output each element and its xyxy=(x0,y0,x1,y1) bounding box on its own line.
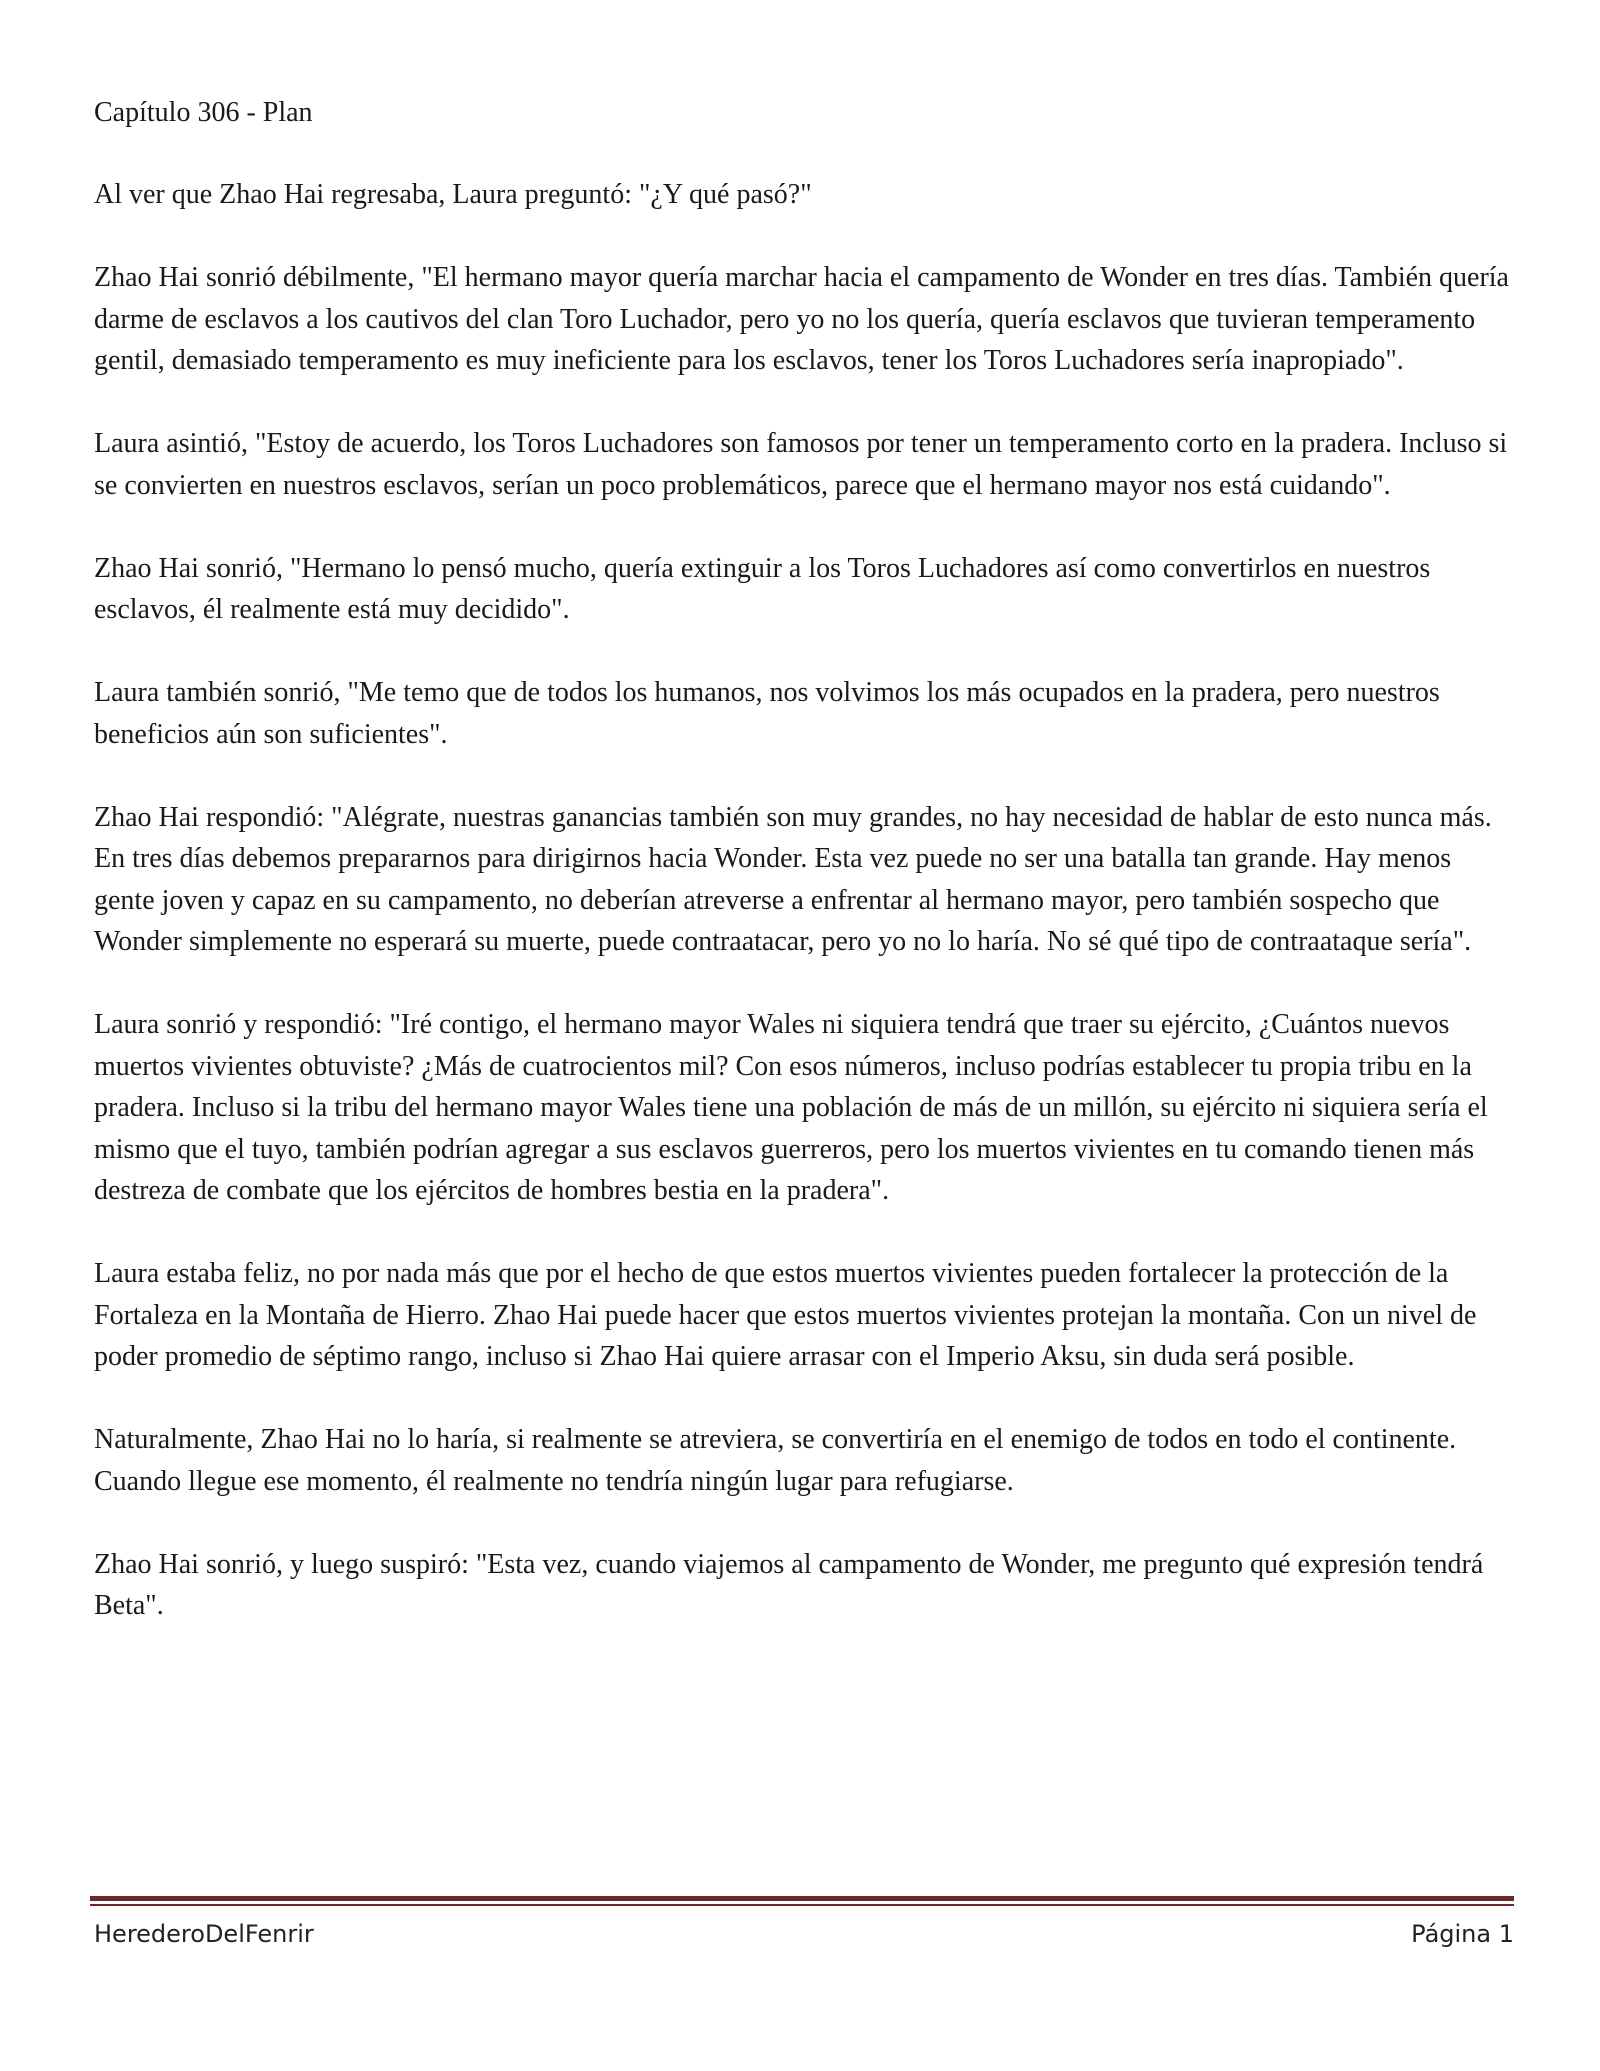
paragraph-5: Laura también sonrió, "Me temo que de todos los humanos, nos volvimos los más ocupados en la pradera, pero nuestros beneficios aún son suficientes". xyxy=(94,677,1440,750)
footer-divider xyxy=(90,1896,1514,1908)
document-body xyxy=(94,92,1514,1668)
footer-divider-thin xyxy=(90,1904,1514,1906)
paragraph-9: Naturalmente, Zhao Hai no lo haría, si realmente se atreviera, se convertiría en el enemigo de todos en todo el continente. Cuando llegue ese momento, él realmente no tendría ningún lugar para refugiarse. xyxy=(94,1424,1457,1497)
paragraph-2: Zhao Hai sonrió débilmente, "El hermano mayor quería marchar hacia el campamento de Wonder en tres días. También quería darme de esclavos a los cautivos del clan Toro Luchador, pero yo no los quería, quería esclavos que tuvieran temperamento gentil, demasiado temperamento es muy ineficiente para los esclavos, tener los Toros Luchadores sería inapropiado". xyxy=(94,262,1509,376)
footer-page-number: Página 1 xyxy=(1411,1920,1514,1948)
footer-author: HerederoDelFenrir xyxy=(94,1920,314,1948)
paragraph-3: Laura asintió, "Estoy de acuerdo, los Toros Luchadores son famosos por tener un temperamento corto en la pradera. Incluso si se convierten en nuestros esclavos, serían un poco problemáticos, parece que el hermano mayor nos está cuidando". xyxy=(94,428,1508,501)
paragraph-6: Zhao Hai respondió: "Alégrate, nuestras ganancias también son muy grandes, no hay necesidad de hablar de esto nunca más. En tres días debemos prepararnos para dirigirnos hacia Wonder. Esta vez puede no ser una batalla tan grande. Hay menos gente joven y capaz en su campamento, no deberían atreverse a enfrentar al hermano mayor, pero también sospecho que Wonder simplemente no esperará su muerte, puede contraatacar, pero yo no lo haría. No sé qué tipo de contraataque sería". xyxy=(94,801,1492,957)
paragraph-1: Al ver que Zhao Hai regresaba, Laura preguntó: "¿Y qué pasó?" xyxy=(94,179,812,210)
paragraph-10: Zhao Hai sonrió, y luego suspiró: "Esta vez, cuando viajemos al campamento de Wonder, me pregunto qué expresión tendrá Beta". xyxy=(94,1548,1484,1621)
chapter-title: Capítulo 306 - Plan xyxy=(94,97,313,128)
page-footer xyxy=(94,1914,1514,1954)
paragraph-4: Zhao Hai sonrió, "Hermano lo pensó mucho, quería extinguir a los Toros Luchadores así como convertirlos en nuestros esclavos, él realmente está muy decidido". xyxy=(94,552,1431,625)
paragraph-8: Laura estaba feliz, no por nada más que por el hecho de que estos muertos vivientes pueden fortalecer la protección de la Fortaleza en la Montaña de Hierro. Zhao Hai puede hacer que estos muertos vivientes protejan la montaña. Con un nivel de poder promedio de séptimo rango, incluso si Zhao Hai quiere arrasar con el Imperio Aksu, sin duda será posible. xyxy=(94,1258,1477,1372)
footer-divider-thick xyxy=(90,1896,1514,1901)
paragraph-7: Laura sonrió y respondió: "Iré contigo, el hermano mayor Wales ni siquiera tendrá que traer su ejército, ¿Cuántos nuevos muertos vivientes obtuviste? ¿Más de cuatrocientos mil? Con esos números, incluso podrías establecer tu propia tribu en la pradera. Incluso si la tribu del hermano mayor Wales tiene una población de más de un millón, su ejército ni siquiera sería el mismo que el tuyo, también podrían agregar a sus esclavos guerreros, pero los muertos vivientes en tu comando tienen más destreza de combate que los ejércitos de hombres bestia en la pradera". xyxy=(94,1009,1488,1206)
